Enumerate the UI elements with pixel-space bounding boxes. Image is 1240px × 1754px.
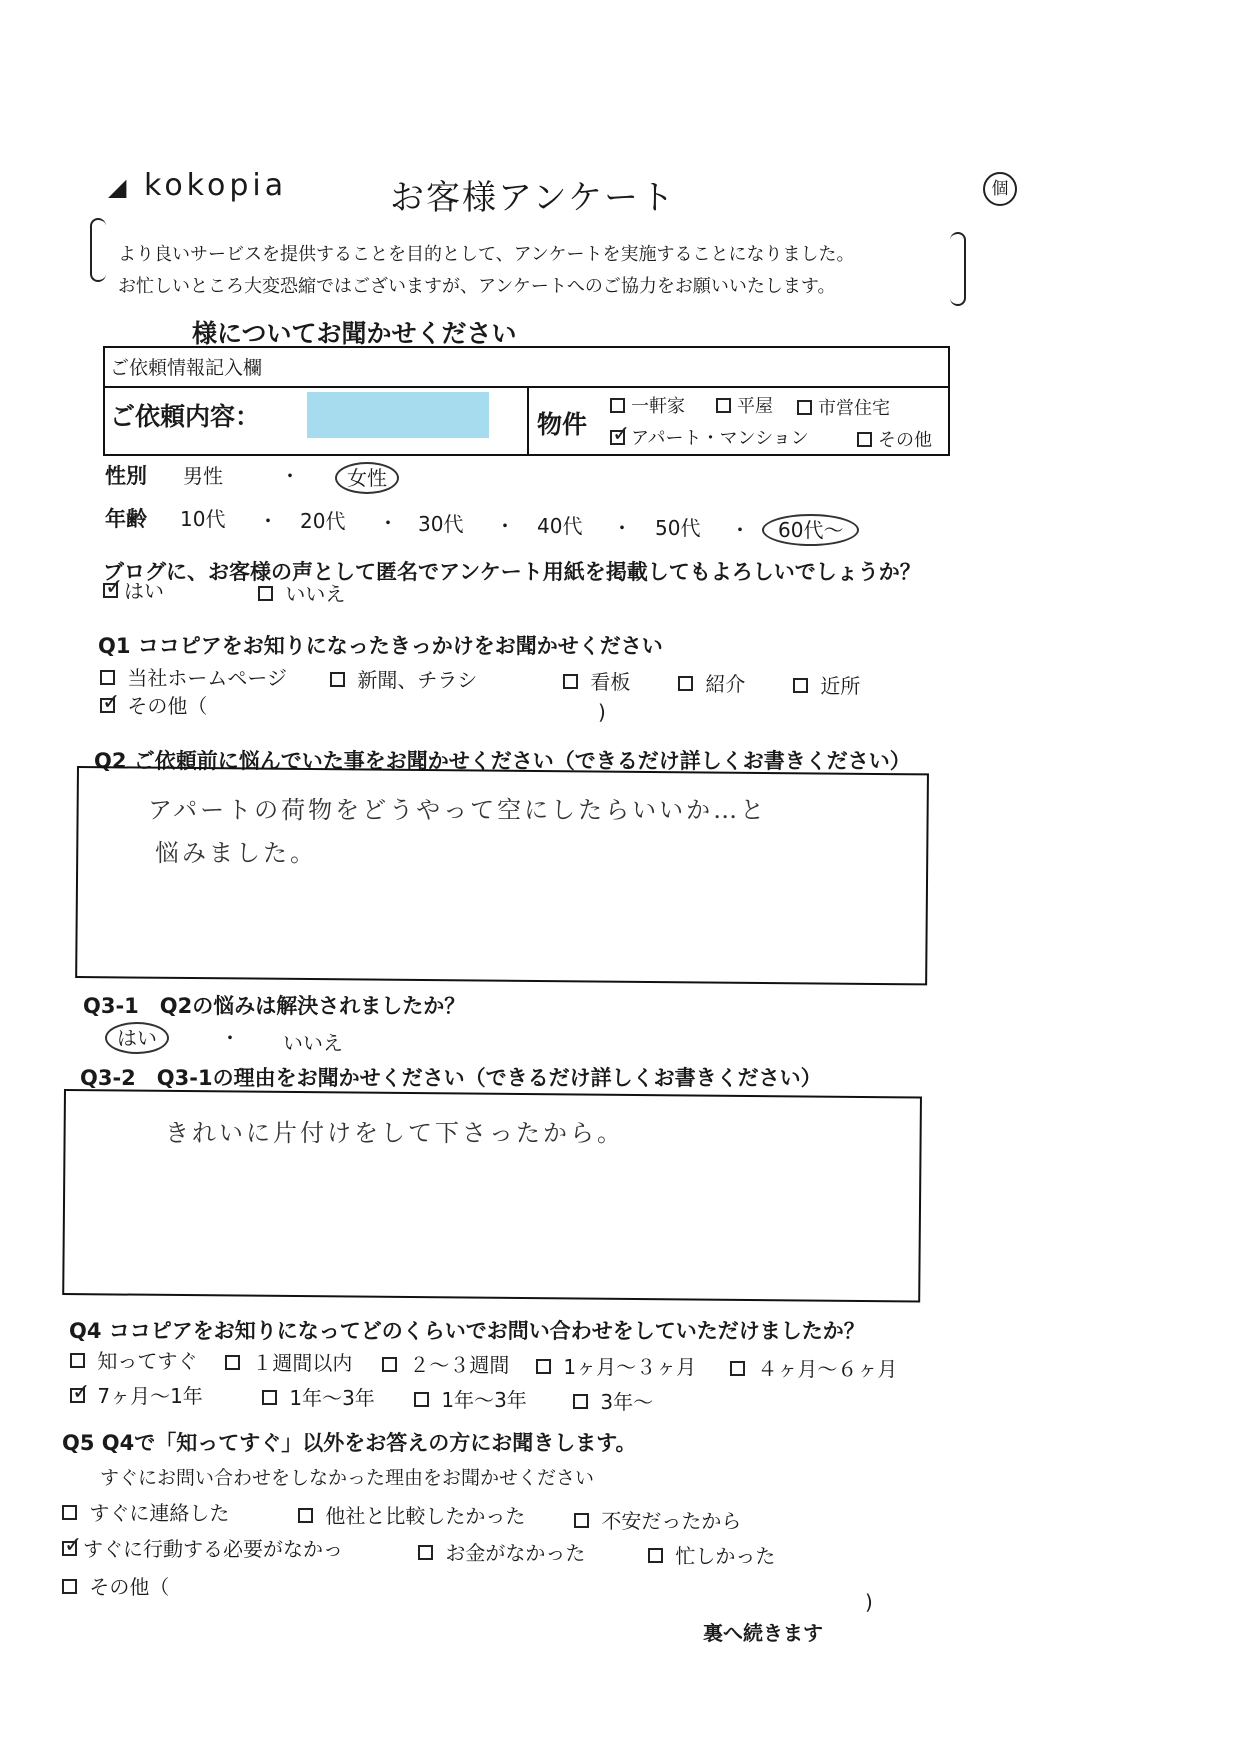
logo-mark-icon: ◢: [108, 173, 131, 201]
age-separator: ・: [258, 509, 278, 533]
checkbox[interactable]: [70, 1353, 85, 1368]
q5-option-other[interactable]: [62, 1571, 169, 1600]
personal-badge-label: 個: [991, 179, 1009, 199]
option-label: ２〜３週間: [409, 1353, 510, 1377]
gender-female-circled[interactable]: [335, 462, 399, 491]
checkbox[interactable]: [574, 1513, 589, 1528]
checkbox[interactable]: [414, 1392, 429, 1407]
intro-right-bracket: [950, 232, 966, 306]
option-label: その他（: [127, 694, 208, 718]
property-label: 物件: [537, 410, 588, 439]
option-label: はい: [124, 579, 164, 603]
q1-option-newspaper[interactable]: [330, 664, 477, 693]
checkbox[interactable]: [610, 398, 625, 413]
option-label: １週間以内: [252, 1351, 353, 1375]
property-option-apartment[interactable]: [610, 424, 809, 450]
intro-left-bracket: [90, 218, 106, 282]
option-label: 一軒家: [631, 396, 685, 417]
age-option-60s-circled[interactable]: [762, 514, 859, 543]
q4-title: Q4 ココピアをお知りになってどのくらいでお問い合わせをしていただけましたか？: [69, 1319, 865, 1343]
q1-option-referral[interactable]: [678, 668, 745, 697]
q3-2-title: Q3-2 Q3-1の理由をお聞かせください（できるだけ詳しくお書きください）: [80, 1066, 822, 1090]
q3-1-yes: はい: [105, 1022, 169, 1054]
q4-option-within-week[interactable]: [225, 1347, 352, 1376]
redacted-request-content: [307, 392, 489, 438]
q2-answer-line-2: 悩みました。: [155, 839, 317, 867]
checkbox[interactable]: [793, 678, 808, 693]
intro-line-1: より良いサービスを提供することを目的として、アンケートを実施することになりました。: [118, 244, 855, 265]
logo: [108, 168, 287, 203]
q2-answer-line-1: アパートの荷物をどうやって空にしたらいいか…と: [148, 796, 768, 824]
logo-text: kokopia: [144, 168, 288, 203]
option-label: 7ヶ月〜1年: [97, 1384, 203, 1408]
option-label: アパート・マンション: [631, 428, 809, 449]
blog-no-option[interactable]: [258, 578, 345, 607]
option-label: 1ヶ月〜３ヶ月: [563, 1355, 697, 1379]
q1-title: Q1 ココピアをお知りになったきっかけをお聞かせください: [98, 634, 663, 658]
continued-on-back: 裏へ続きます: [703, 1621, 823, 1645]
checkbox-checked[interactable]: [62, 1541, 77, 1556]
option-label: 当社ホームページ: [127, 666, 287, 690]
q4-option-immediately[interactable]: [70, 1345, 197, 1374]
checkbox[interactable]: [573, 1394, 588, 1409]
q1-other-close-paren: ): [598, 700, 606, 724]
age-separator: ・: [495, 514, 515, 538]
gender-female: 女性: [335, 462, 399, 494]
property-option-other[interactable]: [857, 426, 932, 452]
checkbox-checked[interactable]: [70, 1388, 85, 1403]
checkbox[interactable]: [298, 1508, 313, 1523]
gender-label: 性別: [105, 464, 147, 488]
option-label: お金がなかった: [445, 1541, 586, 1565]
page-title: お客様アンケート: [390, 178, 676, 218]
checkbox[interactable]: [418, 1545, 433, 1560]
checkbox[interactable]: [648, 1548, 663, 1563]
option-label: すぐに連絡した: [89, 1501, 230, 1525]
age-option-10s[interactable]: 10代: [180, 507, 226, 531]
age-option-20s[interactable]: 20代: [300, 509, 346, 533]
option-label: ４ヶ月〜６ヶ月: [757, 1357, 898, 1381]
checkbox-checked[interactable]: [610, 430, 625, 445]
checkbox[interactable]: [100, 670, 115, 685]
request-box-header: ご依頼情報記入欄: [110, 357, 263, 379]
option-label: 近所: [820, 674, 861, 698]
checkbox[interactable]: [716, 398, 731, 413]
intro-line-2: お忙しいところ大変恐縮ではございますが、アンケートへのご協力をお願いいたします。: [118, 276, 836, 297]
option-label: 紹介: [705, 672, 746, 696]
checkbox[interactable]: [730, 1361, 745, 1376]
q5-option-anxious[interactable]: [574, 1505, 741, 1534]
q3-1-title: Q3-1 Q2の悩みは解決されましたか？: [83, 994, 466, 1018]
q3-1-yes-circled[interactable]: [105, 1022, 169, 1051]
checkbox[interactable]: [62, 1579, 77, 1594]
checkbox-checked[interactable]: [103, 583, 118, 598]
property-option-detached[interactable]: [610, 392, 685, 418]
option-label: 市営住宅: [818, 398, 890, 419]
checkbox[interactable]: [857, 432, 872, 447]
age-separator: ・: [378, 511, 398, 535]
q4-option-4-6-months[interactable]: [730, 1353, 897, 1382]
q5-option-no-need[interactable]: [62, 1533, 343, 1562]
option-label: 新聞、チラシ: [357, 668, 478, 692]
q1-option-homepage[interactable]: [100, 662, 287, 691]
personal-badge: [983, 172, 1017, 206]
age-separator: ・: [612, 516, 632, 540]
option-label: 看板: [590, 670, 631, 694]
gender-male[interactable]: 男性: [183, 464, 223, 488]
q5-option-busy[interactable]: [648, 1540, 775, 1569]
q4-option-1-3-months[interactable]: [536, 1351, 696, 1380]
option-label: 3年〜: [600, 1390, 654, 1414]
checkbox-checked[interactable]: [100, 698, 115, 713]
q4-option-1-3-years-b[interactable]: [414, 1384, 527, 1413]
age-label: 年齢: [105, 507, 147, 531]
section-heading: 様についてお聞かせください: [192, 319, 517, 348]
q3-1-separator: ・: [220, 1026, 240, 1050]
age-option-60s: 60代〜: [762, 514, 859, 546]
checkbox[interactable]: [62, 1505, 77, 1520]
option-label: 不安だったから: [601, 1509, 742, 1533]
checkbox[interactable]: [797, 400, 812, 415]
checkbox[interactable]: [258, 586, 273, 601]
option-label: いいえ: [285, 582, 346, 606]
option-label: 1年〜3年: [441, 1388, 527, 1412]
blog-question: ブログに、お客様の声として匿名でアンケート用紙を掲載してもよろしいでしょうか？: [103, 560, 921, 584]
checkbox[interactable]: [225, 1355, 240, 1370]
option-label: すぐに行動する必要がなかっ: [83, 1537, 343, 1561]
option-label: 他社と比較したかった: [325, 1504, 526, 1528]
q5-subtitle: すぐにお問い合わせをしなかった理由をお聞かせください: [100, 1467, 595, 1489]
checkbox[interactable]: [330, 672, 345, 687]
age-option-40s[interactable]: 40代: [537, 514, 583, 538]
q5-option-compare[interactable]: [298, 1500, 525, 1529]
blog-yes-option[interactable]: [103, 575, 164, 604]
option-label: その他（: [89, 1575, 170, 1599]
option-label: 1年〜3年: [289, 1386, 375, 1410]
request-box-vertical-divider: [527, 386, 529, 456]
option-label: その他: [878, 430, 932, 451]
q2-title: Q2 ご依頼前に悩んでいた事をお聞かせください（できるだけ詳しくお書きください）: [94, 749, 911, 773]
q5-option-contacted[interactable]: [62, 1497, 229, 1526]
q3-1-no[interactable]: いいえ: [283, 1031, 343, 1055]
q5-title: Q5 Q4で「知ってすぐ」以外をお答えの方にお聞きします。: [62, 1431, 637, 1455]
q5-option-no-money[interactable]: [418, 1537, 585, 1566]
checkbox[interactable]: [678, 676, 693, 691]
option-label: 忙しかった: [675, 1544, 776, 1568]
option-label: 知ってすぐ: [97, 1349, 198, 1373]
gender-separator: ・: [280, 464, 300, 488]
request-content-label: ご依頼内容：: [110, 402, 261, 431]
q1-option-neighborhood[interactable]: [793, 670, 860, 699]
checkbox[interactable]: [563, 674, 578, 689]
q3-2-answer: きれいに片付けをして下さったから。: [165, 1119, 624, 1147]
q1-option-signboard[interactable]: [563, 666, 630, 695]
age-option-50s[interactable]: 50代: [655, 516, 701, 540]
checkbox[interactable]: [536, 1359, 551, 1374]
q4-option-7m-1y[interactable]: [70, 1380, 203, 1409]
q4-option-1-3-years-a[interactable]: [262, 1382, 375, 1411]
checkbox[interactable]: [382, 1357, 397, 1372]
option-label: 平屋: [737, 396, 773, 417]
q5-other-close-paren: ): [865, 1590, 873, 1614]
age-separator: ・: [730, 518, 750, 542]
age-option-30s[interactable]: 30代: [418, 512, 464, 536]
property-option-municipal[interactable]: [797, 394, 890, 420]
q4-option-2-3-weeks[interactable]: [382, 1349, 509, 1378]
property-option-single-story[interactable]: [716, 392, 773, 418]
checkbox[interactable]: [262, 1390, 277, 1405]
q4-option-3-years-plus[interactable]: [573, 1386, 653, 1415]
q1-option-other[interactable]: [100, 690, 207, 719]
